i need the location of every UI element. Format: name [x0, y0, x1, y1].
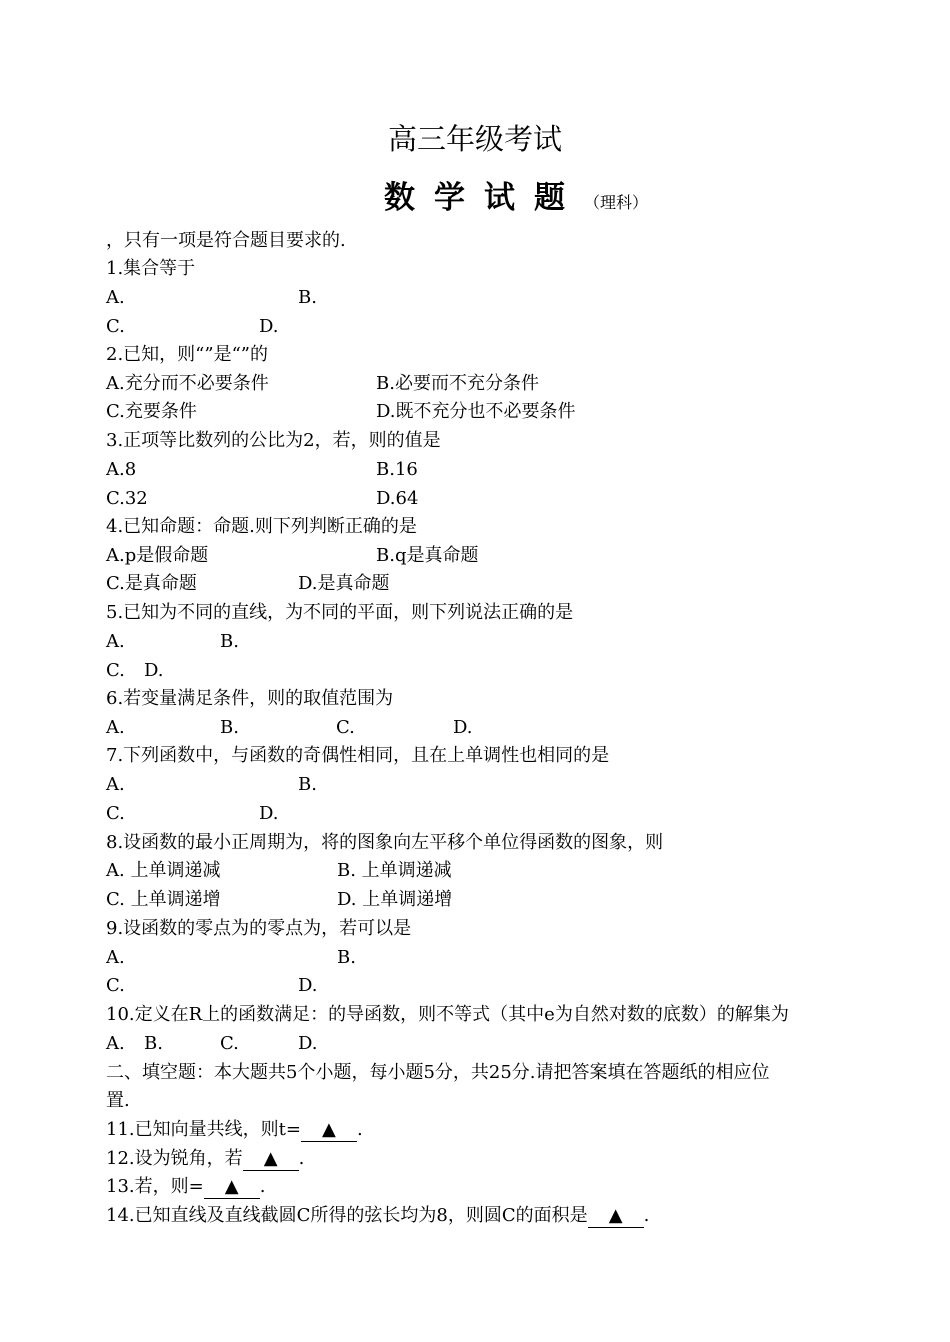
fill-blank-question: [106, 1116, 363, 1144]
subject-note: （理科）: [583, 193, 648, 212]
option-text: A.8: [106, 459, 137, 480]
option-text: D.: [298, 1033, 318, 1054]
option-text: D.: [259, 316, 279, 337]
option-text: B.: [144, 1033, 163, 1054]
option-text: C.是真命题: [106, 573, 197, 594]
fill-blank-question: [106, 1173, 265, 1201]
answer-blank[interactable]: ▲: [588, 1205, 644, 1228]
question-text: 8.设函数的最小正周期为，将的图象向左平移个单位得函数的图象，则: [106, 832, 664, 853]
text-line: [106, 370, 866, 398]
option-text: B. 上单调递减: [337, 860, 452, 881]
text-line: [106, 1001, 866, 1029]
answer-blank[interactable]: ▲: [243, 1148, 299, 1171]
text-line: [106, 1087, 866, 1115]
text-line: [106, 227, 866, 255]
subject-title: [0, 178, 950, 223]
answer-blank[interactable]: ▲: [204, 1176, 260, 1199]
question-suffix: .: [356, 1119, 363, 1140]
text-line: [106, 657, 866, 685]
text-line: [106, 714, 866, 742]
question-text: 10.定义在R上的函数满足：的导函数，则不等式（其中e为自然对数的底数）的解集为: [106, 1004, 789, 1025]
question-text: 3.正项等比数列的公比为2，若，则的值是: [106, 430, 441, 451]
text-line: [106, 972, 866, 1000]
option-text: D.: [259, 803, 279, 824]
option-text: B.必要而不充分条件: [376, 373, 539, 394]
option-text: B.: [298, 774, 317, 795]
option-text: A.: [106, 1033, 125, 1054]
question-text: 1.集合等于: [106, 258, 196, 279]
question-text: ，只有一项是符合题目要求的.: [106, 230, 346, 251]
option-text: B.: [220, 631, 239, 652]
option-text: B.q是真命题: [376, 545, 479, 566]
option-text: B.: [220, 717, 239, 738]
option-text: A.: [106, 774, 125, 795]
option-text: D.是真命题: [298, 573, 390, 594]
text-line: [106, 915, 866, 943]
text-line: [106, 628, 866, 656]
text-line: [106, 398, 866, 426]
question-text: 6.若变量满足条件，则的取值范围为: [106, 688, 394, 709]
text-line: [106, 570, 866, 598]
option-text: A.: [106, 287, 125, 308]
text-line: [106, 742, 866, 770]
text-line: [106, 829, 866, 857]
fill-blank-question: [106, 1202, 649, 1230]
option-text: D.既不充分也不必要条件: [376, 401, 576, 422]
fill-blank-question: [106, 1145, 304, 1173]
question-text: 二、填空题：本大题共5个小题，每小题5分，共25分.请把答案填在答题纸的相应位: [106, 1062, 770, 1083]
text-line: [106, 427, 866, 455]
option-text: A.充分而不必要条件: [106, 373, 269, 394]
option-text: D.: [298, 975, 318, 996]
option-text: C.: [106, 803, 125, 824]
question-text: 11.已知向量共线，则t=: [106, 1119, 301, 1140]
subject-name: 数学试题: [383, 180, 584, 216]
option-text: C.: [336, 717, 355, 738]
text-line: [106, 456, 866, 484]
answer-blank[interactable]: ▲: [301, 1119, 357, 1142]
question-suffix: .: [298, 1148, 305, 1169]
question-text: 2.已知，则“”是“”的: [106, 344, 268, 365]
option-text: C.: [220, 1033, 239, 1054]
text-line: [106, 800, 866, 828]
text-line: [106, 255, 866, 283]
exam-title: 高三年级考试: [387, 122, 562, 156]
option-text: B.16: [376, 459, 418, 480]
option-text: D.64: [376, 488, 419, 509]
text-line: [106, 1059, 866, 1087]
text-line: [106, 857, 866, 885]
option-text: D.: [453, 717, 473, 738]
text-line: [106, 313, 866, 341]
text-line: [106, 886, 866, 914]
text-line: [106, 1030, 866, 1058]
text-line: [106, 542, 866, 570]
option-text: A. 上单调递减: [106, 860, 221, 881]
question-text: 9.设函数的零点为的零点为，若可以是: [106, 918, 412, 939]
option-text: C.32: [106, 488, 148, 509]
text-line: [106, 944, 866, 972]
option-text: A.p是假命题: [106, 545, 209, 566]
question-text: 置.: [106, 1090, 130, 1111]
option-text: B.: [337, 947, 356, 968]
option-text: B.: [298, 287, 317, 308]
option-text: D.: [144, 660, 164, 681]
text-line: [106, 599, 866, 627]
option-text: C.: [106, 975, 125, 996]
question-text: 4.已知命题：命题.则下列判断正确的是: [106, 516, 417, 537]
option-text: A.: [106, 717, 125, 738]
text-line: [106, 485, 866, 513]
option-text: A.: [106, 631, 125, 652]
question-text: 14.已知直线及直线截圆C所得的弦长均为8，则圆C的面积是: [106, 1205, 588, 1226]
text-line: [106, 513, 866, 541]
question-text: 7.下列函数中，与函数的奇偶性相同，且在上单调性也相同的是: [106, 745, 610, 766]
question-text: 13.若，则=: [106, 1176, 204, 1197]
option-text: C. 上单调递增: [106, 889, 221, 910]
text-line: [106, 685, 866, 713]
option-text: C.: [106, 316, 125, 337]
question-text: 12.设为锐角，若: [106, 1148, 243, 1169]
text-line: [106, 771, 866, 799]
question-text: 5.已知为不同的直线，为不同的平面，则下列说法正确的是: [106, 602, 574, 623]
option-text: A.: [106, 947, 125, 968]
text-line: [106, 341, 866, 369]
option-text: D. 上单调递增: [337, 889, 453, 910]
question-suffix: .: [643, 1205, 650, 1226]
option-text: C.: [106, 660, 125, 681]
question-suffix: .: [259, 1176, 266, 1197]
text-line: [106, 284, 866, 312]
option-text: C.充要条件: [106, 401, 197, 422]
